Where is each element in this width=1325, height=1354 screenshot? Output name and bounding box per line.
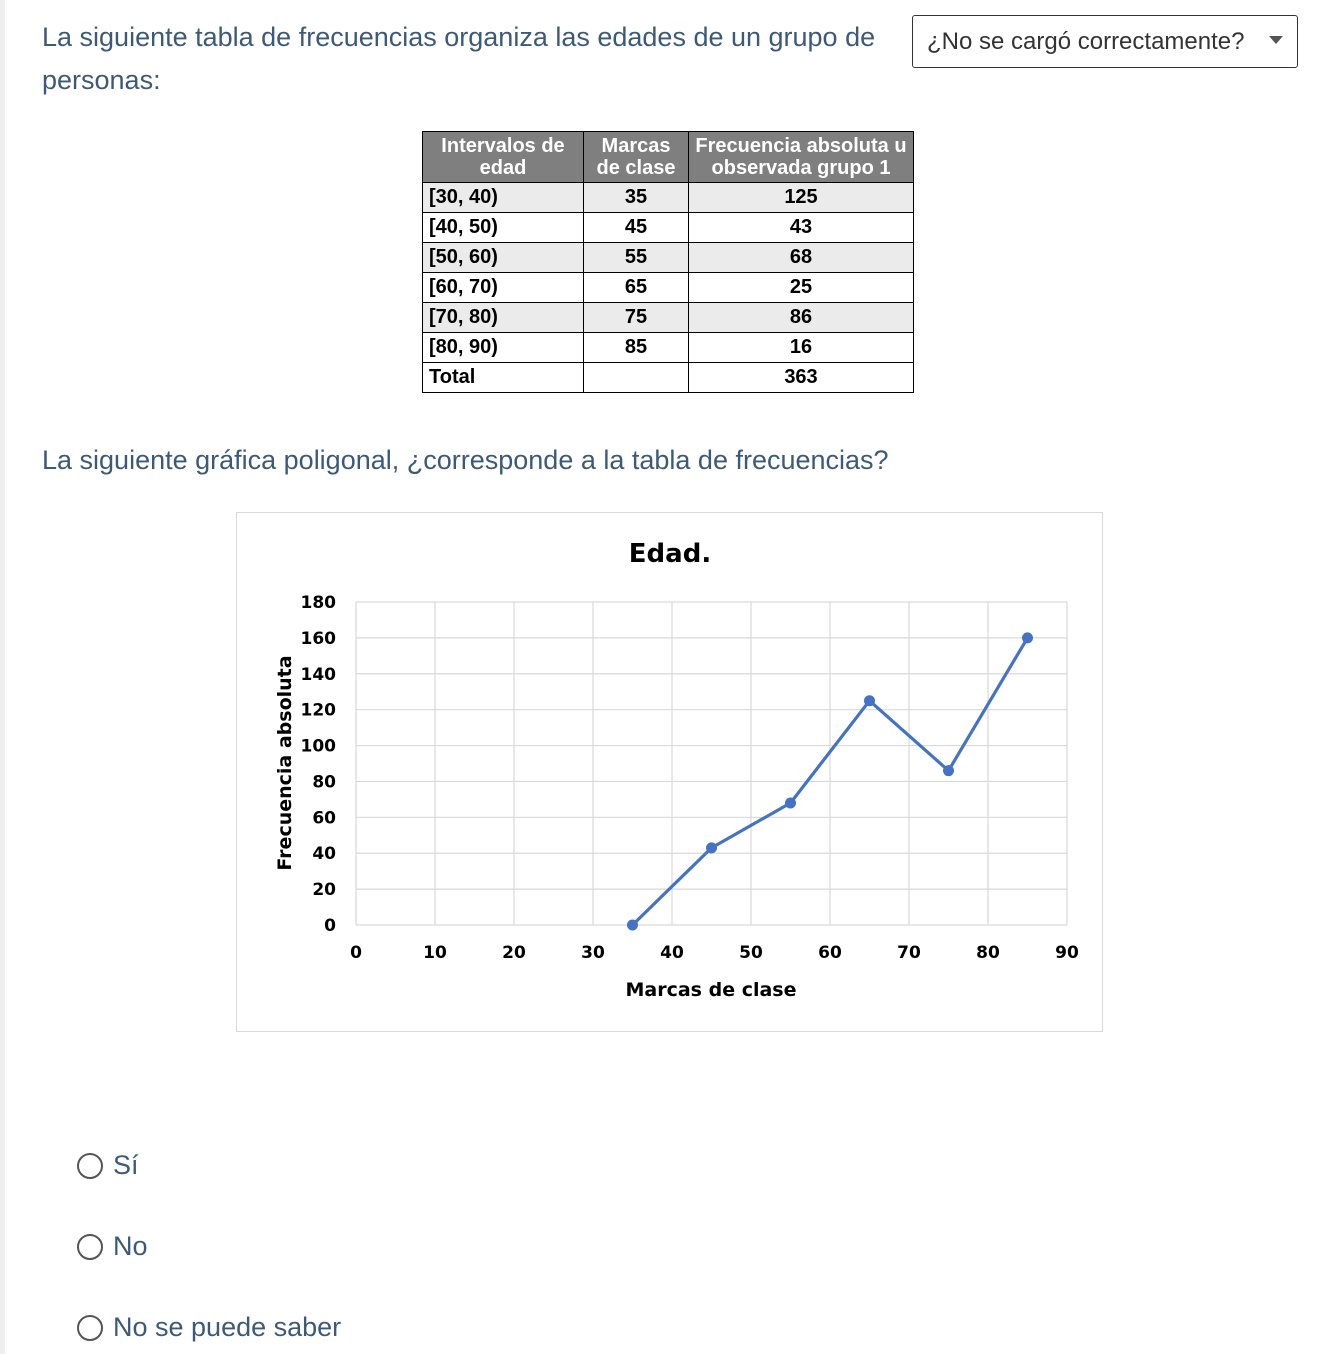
line-chart	[237, 513, 1104, 1033]
table-header-row	[423, 132, 914, 183]
x-tick-label: 50	[739, 943, 763, 963]
chart-container	[236, 512, 1103, 1032]
option-si[interactable]	[77, 1150, 139, 1181]
table-total-row	[423, 363, 914, 393]
table-row	[423, 303, 914, 333]
table-row	[423, 183, 914, 213]
cell-mark: 45	[584, 213, 689, 243]
question-text: La siguiente gráfica poligonal, ¿corresponde a la tabla de frecuencias?	[42, 445, 889, 475]
option-label: Sí	[113, 1150, 139, 1180]
x-tick-label: 60	[818, 943, 842, 963]
y-axis-label: Frecuencia absoluta	[274, 655, 296, 871]
intro-text: La siguiente tabla de frecuencias organiza las edades de un grupo de personas:	[42, 22, 876, 95]
y-tick-label: 100	[300, 736, 336, 757]
report-dropdown-label: ¿No se cargó correctamente?	[927, 27, 1245, 55]
cell-mark: 85	[584, 333, 689, 363]
y-tick-label: 60	[312, 808, 336, 829]
cell-frequency: 16	[689, 333, 914, 363]
radio-circle-icon[interactable]	[77, 1234, 103, 1260]
cell-mark: 35	[584, 183, 689, 213]
header-frequency: Frecuencia absoluta u observada grupo 1	[689, 132, 914, 183]
y-tick-label: 180	[300, 593, 336, 613]
table-row	[423, 273, 914, 303]
x-tick-label: 90	[1055, 943, 1079, 963]
data-point	[627, 920, 638, 931]
header-intervals: Intervalos de edad	[423, 132, 584, 183]
cell-interval: [70, 80)	[423, 303, 584, 333]
left-border	[0, 0, 5, 1354]
data-point	[943, 765, 954, 776]
y-tick-label: 0	[324, 916, 336, 936]
cell-interval: [40, 50)	[423, 213, 584, 243]
table-row	[423, 243, 914, 273]
x-tick-label: 0	[350, 943, 362, 963]
y-tick-label: 160	[300, 628, 336, 649]
chevron-down-icon	[1269, 36, 1283, 44]
frequency-table	[422, 131, 914, 393]
data-point	[1022, 632, 1033, 643]
cell-interval: [30, 40)	[423, 183, 584, 213]
y-tick-label: 120	[300, 700, 336, 721]
cell-mark: 55	[584, 243, 689, 273]
x-tick-label: 20	[502, 943, 526, 963]
cell-total-frequency: 363	[689, 363, 914, 393]
report-dropdown[interactable]	[912, 15, 1298, 68]
table-row	[423, 333, 914, 363]
cell-interval: [60, 70)	[423, 273, 584, 303]
cell-frequency: 86	[689, 303, 914, 333]
cell-total-mark	[584, 363, 689, 393]
x-tick-label: 30	[581, 943, 605, 963]
x-tick-label: 40	[660, 943, 684, 963]
y-tick-label: 40	[312, 844, 336, 865]
x-tick-label: 80	[976, 943, 1000, 963]
cell-mark: 75	[584, 303, 689, 333]
data-point	[864, 695, 875, 706]
chart-title: Edad.	[628, 539, 712, 569]
option-no-se-puede-saber[interactable]	[77, 1312, 341, 1343]
x-tick-label: 70	[897, 943, 921, 963]
option-no[interactable]	[77, 1231, 148, 1262]
cell-frequency: 43	[689, 213, 914, 243]
y-tick-label: 20	[312, 880, 336, 901]
data-point	[706, 842, 717, 853]
cell-frequency: 125	[689, 183, 914, 213]
radio-circle-icon[interactable]	[77, 1315, 103, 1341]
y-tick-label: 140	[300, 664, 336, 685]
cell-total-label: Total	[423, 363, 584, 393]
option-label: No se puede saber	[113, 1312, 342, 1342]
table-row	[423, 213, 914, 243]
x-tick-label: 10	[423, 943, 447, 963]
radio-circle-icon[interactable]	[77, 1153, 103, 1179]
cell-mark: 65	[584, 273, 689, 303]
cell-interval: [50, 60)	[423, 243, 584, 273]
cell-frequency: 68	[689, 243, 914, 273]
data-point	[785, 797, 796, 808]
header-class-marks: Marcas de clase	[584, 132, 689, 183]
y-tick-label: 80	[312, 772, 336, 793]
x-axis-label: Marcas de clase	[625, 979, 797, 1001]
option-label: No	[113, 1231, 148, 1261]
cell-frequency: 25	[689, 273, 914, 303]
cell-interval: [80, 90)	[423, 333, 584, 363]
